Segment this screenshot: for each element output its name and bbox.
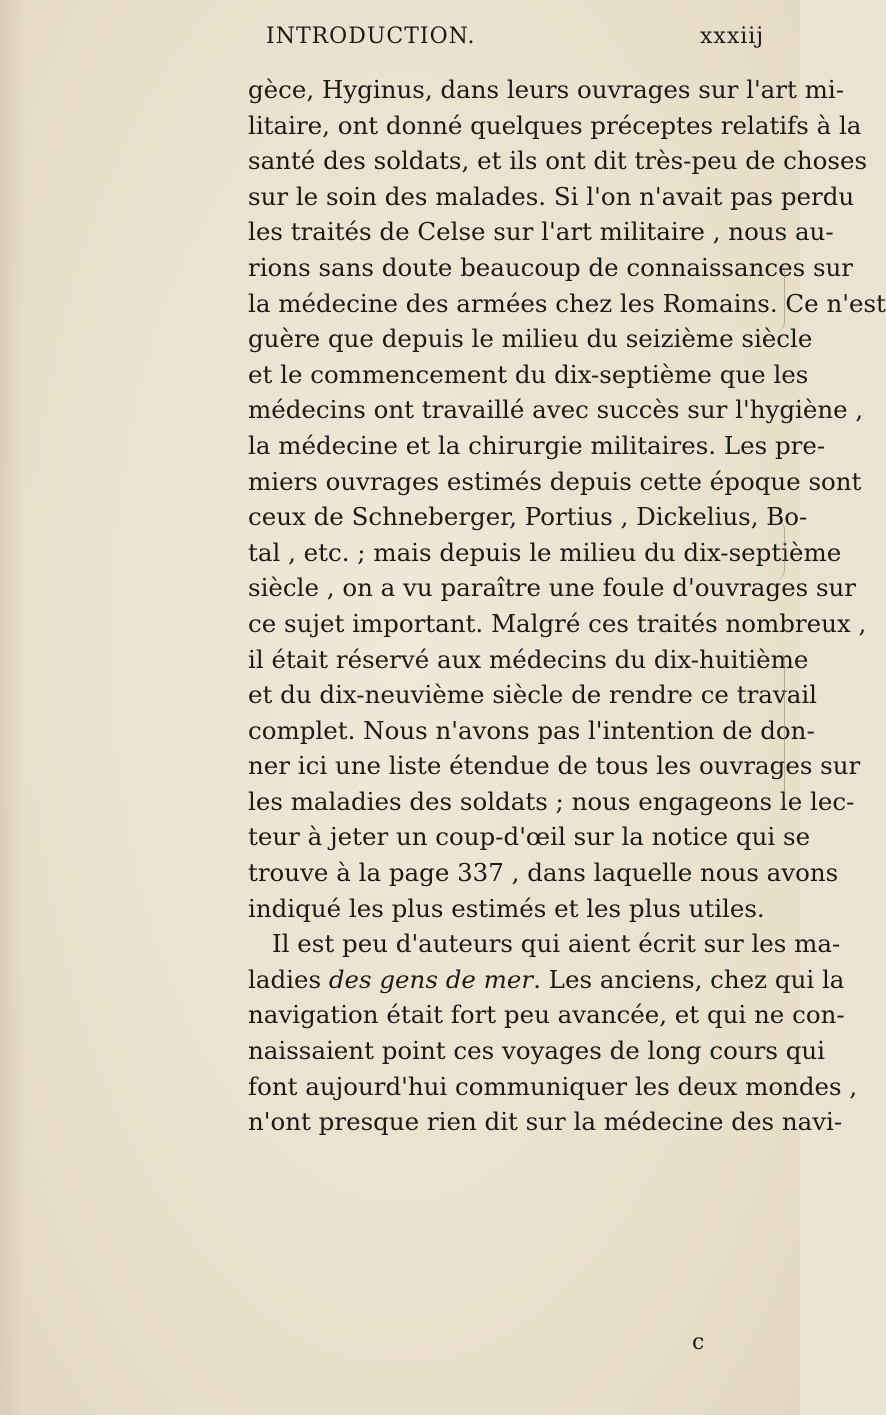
body-text	[248, 72, 886, 1140]
text-line: et le commencement du dix-septième que les	[248, 359, 809, 389]
text-line: la médecine des armées chez les Romains. Ce n'est	[248, 288, 886, 318]
text-line: litaire, ont donné quelques préceptes relatifs à la	[248, 110, 862, 140]
margin-pencil-mark	[770, 520, 785, 580]
signature-mark: c	[692, 1330, 705, 1355]
page-gutter-shadow	[0, 0, 26, 1415]
page-number: xxxiij	[700, 24, 765, 49]
text-line: les traités de Celse sur l'art militaire , nous au-	[248, 217, 834, 247]
text-line: ce sujet important. Malgré ces traités nombreux ,	[248, 608, 867, 638]
text-line: il était réservé aux médecins du dix-huitième	[248, 644, 809, 674]
text-line: complet. Nous n'avons pas l'intention de don-	[248, 715, 815, 745]
text-line: siècle , on a vu paraître une foule d'ouvrages sur	[248, 573, 857, 603]
text-fragment: ladies	[248, 964, 329, 994]
text-line: font aujourd'hui communiquer les deux mondes ,	[248, 1071, 858, 1101]
text-line: ner ici une liste étendue de tous les ouvrages sur	[248, 751, 861, 781]
text-line: indiqué les plus estimés et les plus utiles.	[248, 893, 765, 923]
text-line: guère que depuis le milieu du seizième siècle	[248, 324, 813, 354]
text-line: navigation était fort peu avancée, et qui ne con-	[248, 1000, 845, 1030]
margin-pencil-mark	[770, 650, 785, 810]
text-line: médecins ont travaillé avec succès sur l'hygiène ,	[248, 395, 864, 425]
text-line: tal , etc. ; mais depuis le milieu du dix-septième	[248, 537, 842, 567]
text-line: les maladies des soldats ; nous engageons le lec-	[248, 786, 855, 816]
text-line: trouve à la page 337 , dans laquelle nous avons	[248, 858, 839, 888]
margin-pencil-mark	[770, 262, 785, 332]
text-line: miers ouvrages estimés depuis cette époque sont	[248, 466, 862, 496]
italic-phrase: des gens de mer	[328, 964, 534, 994]
text-line: ceux de Schneberger, Portius , Dickelius, Bo-	[248, 502, 808, 532]
text-line: gèce, Hyginus, dans leurs ouvrages sur l'art mi-	[248, 75, 844, 104]
text-line: Il est peu d'auteurs qui aient écrit sur les ma-	[272, 929, 841, 959]
text-line: santé des soldats, et ils ont dit très-peu de choses	[248, 146, 868, 176]
text-fragment: . Les anciens, chez qui la	[533, 964, 845, 994]
text-line: n'ont presque rien dit sur la médecine des navi-	[248, 1107, 843, 1137]
text-line: sur le soin des malades. Si l'on n'avait pas perdu	[248, 181, 855, 211]
text-line: teur à jeter un coup-d'œil sur la notice qui se	[248, 822, 811, 852]
running-head-title: INTRODUCTION.	[266, 24, 476, 49]
text-line-with-italic	[248, 962, 845, 998]
text-line: et du dix-neuvième siècle de rendre ce travail	[248, 680, 818, 710]
text-line: la médecine et la chirurgie militaires. Les pre-	[248, 430, 826, 460]
text-line: rions sans doute beaucoup de connaissances sur	[248, 252, 854, 282]
running-head	[0, 18, 800, 58]
text-line: naissaient point ces voyages de long cours qui	[248, 1036, 825, 1066]
